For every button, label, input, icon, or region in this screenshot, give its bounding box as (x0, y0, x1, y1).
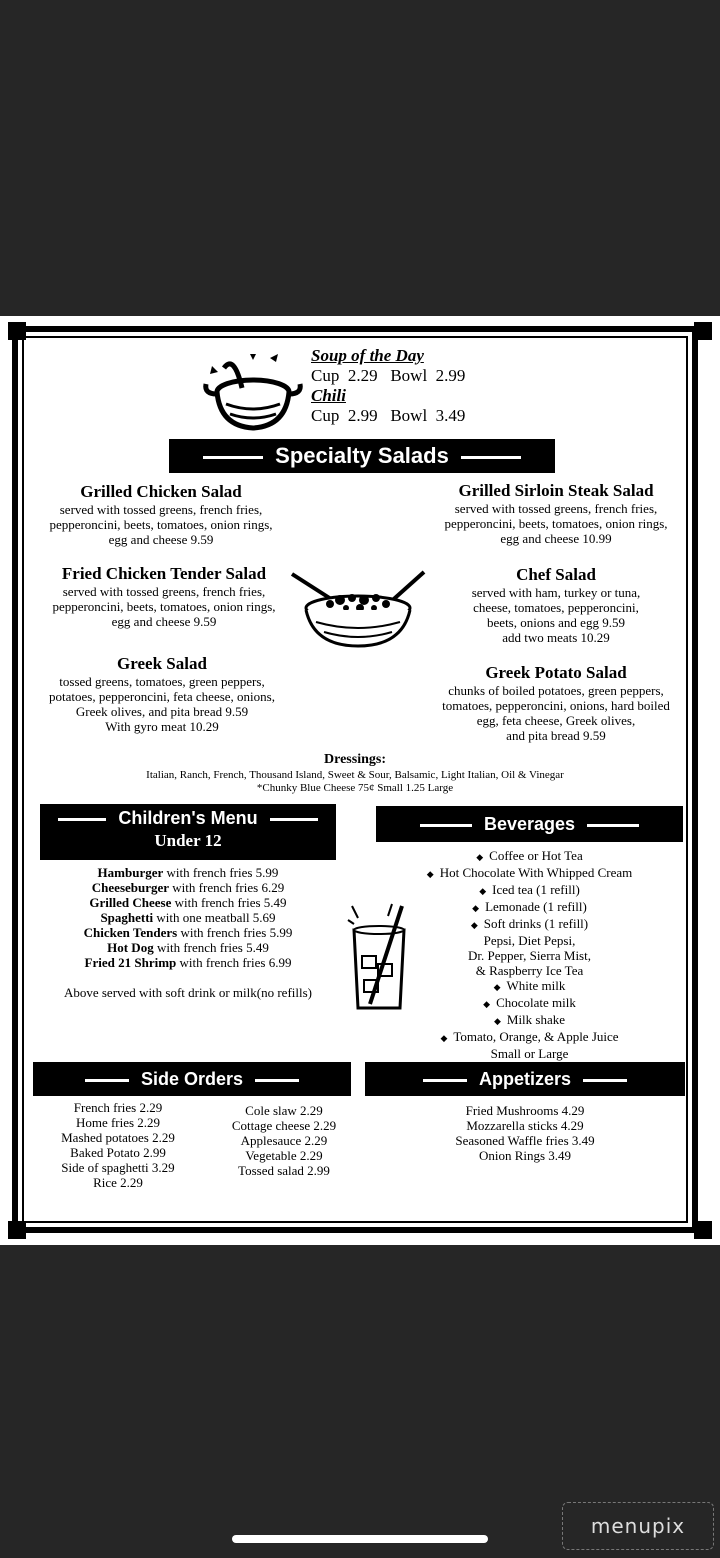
salad-desc-line: served with tossed greens, french fries, (62, 584, 266, 599)
salad-item (420, 663, 692, 743)
chili-title: Chili (311, 386, 346, 405)
soup-section (311, 346, 465, 426)
salad-desc-line: Greek olives, and pita bread 9.59 (75, 704, 249, 719)
beverages-heading: Beverages (483, 814, 576, 834)
list-item: Onion Rings 3.49 (478, 1148, 572, 1163)
item-detail: with french fries 5.49 (153, 940, 269, 955)
childrens-menu-list (40, 865, 336, 1000)
soup-prices: Cup 2.29 Bowl 2.99 (311, 366, 466, 385)
list-item (40, 910, 336, 925)
childrens-menu-banner (40, 804, 336, 860)
border-corner (694, 1221, 712, 1239)
salad-desc-line: egg and cheese 9.59 (111, 614, 217, 629)
chili-prices: Cup 2.99 Bowl 3.49 (311, 406, 466, 425)
salad-desc-line: egg, feta cheese, Greek olives, (476, 713, 636, 728)
item-text: Tomato, Orange, & Apple Juice (453, 1029, 619, 1044)
diamond-bullet-icon: ◆ (440, 1033, 448, 1043)
salad-name: Grilled Chicken Salad (80, 482, 242, 501)
diamond-bullet-icon: ◆ (479, 886, 487, 896)
list-item (376, 1029, 683, 1046)
list-item: Baked Potato 2.99 (70, 1145, 166, 1160)
diamond-bullet-icon: ◆ (426, 869, 434, 879)
item-text: Dr. Pepper, Sierra Mist, (468, 948, 591, 963)
item-text: Coffee or Hot Tea (489, 848, 583, 863)
list-item: Applesauce 2.29 (240, 1133, 328, 1148)
salad-desc-line: chunks of boiled potatoes, green peppers, (448, 683, 664, 698)
dressings-section (22, 752, 688, 795)
banner-rule (255, 1079, 299, 1082)
list-item (40, 895, 336, 910)
border-corner (8, 1221, 26, 1239)
list-item: Cole slaw 2.29 (245, 1103, 323, 1118)
salad-desc-line: beets, onions and egg 9.59 (487, 615, 625, 630)
list-item: Vegetable 2.29 (245, 1148, 323, 1163)
salad-desc-line: tossed greens, tomatoes, green peppers, (59, 674, 265, 689)
salad-desc-line: cheese, tomatoes, pepperoncini, (473, 600, 639, 615)
item-name: Hot Dog (107, 940, 154, 955)
list-item (376, 899, 683, 916)
salad-desc-line: served with tossed greens, french fries, (454, 501, 658, 516)
item-detail: with french fries 5.99 (177, 925, 293, 940)
list-item: Fried Mushrooms 4.29 (465, 1103, 585, 1118)
item-detail: with one meatball 5.69 (153, 910, 276, 925)
side-orders-heading: Side Orders (140, 1069, 244, 1089)
appetizers-banner (365, 1062, 685, 1096)
dressings-heading: Dressings: (324, 752, 386, 767)
list-item (376, 916, 683, 933)
item-text: Iced tea (1 refill) (492, 882, 580, 897)
appetizers-heading: Appetizers (478, 1069, 572, 1089)
soup-pot-icon (198, 348, 308, 434)
list-item (40, 955, 336, 970)
salad-name: Fried Chicken Tender Salad (61, 564, 267, 583)
diamond-bullet-icon: ◆ (493, 1016, 501, 1026)
list-item (376, 1012, 683, 1029)
diamond-bullet-icon: ◆ (476, 852, 484, 862)
specialty-salads-heading: Specialty Salads (275, 443, 449, 468)
list-item (40, 880, 336, 895)
list-item: Mashed potatoes 2.29 (61, 1130, 175, 1145)
item-text: Chocolate milk (496, 995, 576, 1010)
item-detail: with french fries 5.99 (163, 865, 279, 880)
salad-desc-line: add two meats 10.29 (502, 630, 610, 645)
salad-desc-line: With gyro meat 10.29 (105, 719, 219, 734)
salad-item (30, 564, 298, 629)
salad-desc-line: potatoes, pepperoncini, feta cheese, onions, (49, 689, 275, 704)
salad-desc-line: tomatoes, pepperoncini, onions, hard boiled (442, 698, 670, 713)
banner-rule (203, 456, 263, 459)
list-item (376, 848, 683, 865)
salad-item (420, 481, 692, 546)
salad-item (30, 482, 292, 547)
childrens-menu-subheading: Under 12 (154, 831, 222, 850)
diamond-bullet-icon: ◆ (483, 999, 491, 1009)
banner-rule (420, 824, 472, 827)
menupix-watermark: menupix (562, 1502, 714, 1550)
item-text: Pepsi, Diet Pepsi, (483, 933, 576, 948)
banner-rule (423, 1079, 467, 1082)
item-name: Hamburger (97, 865, 164, 880)
list-item (376, 978, 683, 995)
salad-name: Greek Potato Salad (485, 663, 627, 682)
salad-item (430, 565, 682, 645)
banner-rule (270, 818, 318, 821)
salad-name: Chef Salad (516, 565, 596, 584)
childrens-menu-heading: Children's Menu (118, 808, 258, 828)
list-item (376, 865, 683, 882)
beverages-banner (376, 806, 683, 842)
list-item (40, 925, 336, 940)
diamond-bullet-icon: ◆ (470, 920, 478, 930)
item-name: Grilled Cheese (89, 895, 172, 910)
list-item (376, 948, 683, 963)
salad-desc-line: pepperoncini, beets, tomatoes, onion rings, (52, 599, 276, 614)
list-item: Cottage cheese 2.29 (231, 1118, 337, 1133)
border-corner (694, 322, 712, 340)
list-item: Seasoned Waffle fries 3.49 (455, 1133, 595, 1148)
side-orders-col2 (212, 1103, 356, 1178)
item-text: White milk (506, 978, 566, 993)
salad-name: Greek Salad (117, 654, 207, 673)
list-item: Side of spaghetti 3.29 (61, 1160, 175, 1175)
salad-name: Grilled Sirloin Steak Salad (458, 481, 654, 500)
list-item: Rice 2.29 (93, 1175, 143, 1190)
list-item (376, 882, 683, 899)
list-item: French fries 2.29 (73, 1100, 163, 1115)
item-text: Soft drinks (1 refill) (483, 916, 589, 931)
diamond-bullet-icon: ◆ (472, 903, 480, 913)
item-detail: with french fries 5.49 (171, 895, 287, 910)
salad-desc-line: served with ham, turkey or tuna, (471, 585, 641, 600)
side-orders-col1 (40, 1100, 196, 1190)
item-detail: with french fries 6.29 (169, 880, 285, 895)
dressings-list: Italian, Ranch, French, Thousand Island, Sweet & Sour, Balsamic, Light Italian, Oil & Vinegar (146, 769, 564, 781)
salad-desc-line: and pita bread 9.59 (506, 728, 606, 743)
item-detail: with french fries 6.99 (176, 955, 292, 970)
banner-rule (587, 824, 639, 827)
list-item (376, 933, 683, 948)
beverages-list (376, 848, 683, 1061)
item-name: Fried 21 Shrimp (84, 955, 177, 970)
item-name: Chicken Tenders (83, 925, 178, 940)
salad-desc-line: served with tossed greens, french fries, (59, 502, 263, 517)
salad-desc-line: pepperoncini, beets, tomatoes, onion rings, (49, 517, 273, 532)
item-name: Spaghetti (100, 910, 154, 925)
banner-rule (58, 818, 106, 821)
menu-page (0, 316, 720, 1245)
home-indicator[interactable] (232, 1535, 488, 1543)
item-text: Small or Large (490, 1046, 569, 1061)
list-item (376, 963, 683, 978)
dressings-note: *Chunky Blue Cheese 75¢ Small 1.25 Large (256, 782, 454, 794)
specialty-salads-banner (169, 439, 555, 473)
item-text: Milk shake (506, 1012, 566, 1027)
salad-desc-line: egg and cheese 10.99 (500, 531, 612, 546)
list-item (40, 940, 336, 955)
appetizers-list (410, 1103, 640, 1163)
list-item: Home fries 2.29 (75, 1115, 161, 1130)
banner-rule (461, 456, 521, 459)
list-item (376, 1046, 683, 1061)
list-item: Mozzarella sticks 4.29 (466, 1118, 584, 1133)
item-name: Cheeseburger (91, 880, 170, 895)
item-text: Lemonade (1 refill) (485, 899, 587, 914)
banner-rule (583, 1079, 627, 1082)
side-orders-banner (33, 1062, 351, 1096)
diamond-bullet-icon: ◆ (493, 982, 501, 992)
salad-bowl-icon (290, 566, 426, 650)
soup-title: Soup of the Day (311, 346, 424, 365)
list-item (376, 995, 683, 1012)
banner-rule (85, 1079, 129, 1082)
list-item (40, 865, 336, 880)
border-corner (8, 322, 26, 340)
salad-desc-line: pepperoncini, beets, tomatoes, onion rings, (444, 516, 668, 531)
childrens-menu-note: Above served with soft drink or milk(no refills) (63, 985, 313, 1000)
item-text: Hot Chocolate With Whipped Cream (439, 865, 633, 880)
list-item: Tossed salad 2.99 (238, 1163, 330, 1178)
salad-item (30, 654, 294, 734)
salad-desc-line: egg and cheese 9.59 (108, 532, 214, 547)
item-text: & Raspberry Ice Tea (475, 963, 584, 978)
